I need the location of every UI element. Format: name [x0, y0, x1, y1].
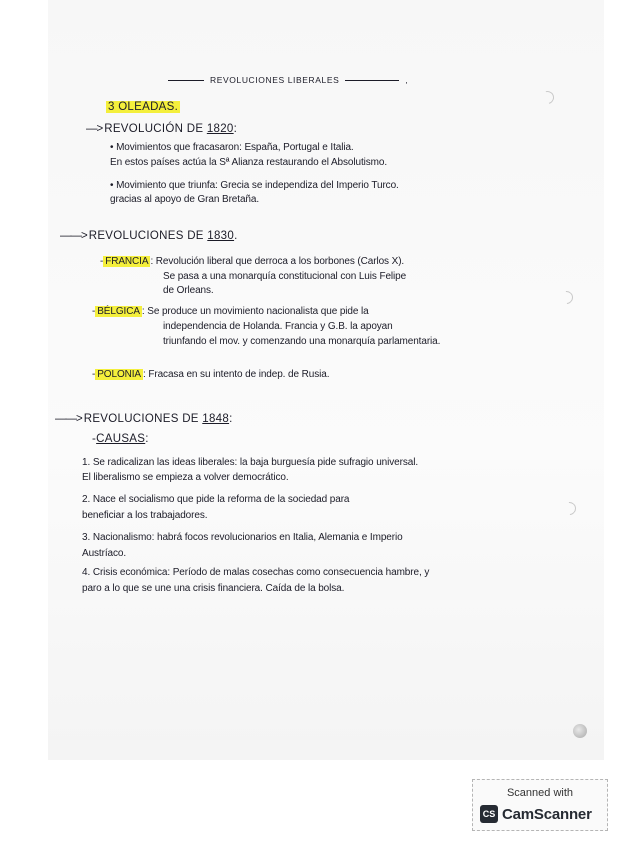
belgica-cont: independencia de Holanda. Francia y G.B. la apoyan — [163, 321, 393, 332]
causas-label: CAUSAS — [96, 433, 146, 445]
camscanner-logo-icon: CS — [480, 805, 498, 823]
causa-line: 3. Nacionalismo: habrá focos revolucionarios en Italia, Alemania e Imperio — [82, 532, 403, 543]
polonia-text: : Fracasa en su intento de indep. de Rusia. — [143, 369, 330, 380]
belgica-cont: triunfando el mov. y comenzando una monarquía parlamentaria. — [163, 336, 441, 347]
badge-scanned-with: Scanned with — [506, 787, 574, 799]
camscanner-name: CamScanner — [502, 805, 592, 823]
oleadas-highlight: 3 OLEADAS. — [108, 101, 179, 113]
causa-line: El liberalismo se empieza a volver democrático. — [82, 472, 289, 483]
title-rule-left — [168, 80, 204, 81]
title-text: REVOLUCIONES LIBERALES — [210, 75, 340, 85]
rev1830-heading-text: REVOLUCIONES DE — [88, 230, 208, 242]
arrow-1848: ——> — [55, 413, 82, 425]
page-title — [168, 75, 408, 85]
title-rule-right — [345, 80, 399, 81]
paper-dot — [573, 724, 587, 738]
rev1848-heading-text: REVOLUCIONES DE — [83, 413, 203, 425]
rev1820-line: gracias al apoyo de Gran Bretaña. — [110, 194, 260, 205]
belgica-text: : Se produce un movimiento nacionalista que pide la — [141, 306, 369, 317]
causas-heading: -CAUSAS: — [92, 433, 149, 445]
arrow-1820: —> — [86, 123, 103, 135]
polonia-label: POLONIA — [97, 369, 141, 380]
rev1820-line: • Movimientos que fracasaron: España, Portugal e Italia. — [110, 142, 354, 153]
rev1820-line: En estos países actúa la Sª Alianza restaurando el Absolutismo. — [110, 157, 388, 168]
belgica-label: BÉLGICA — [97, 306, 140, 317]
causas-colon: : — [145, 433, 149, 445]
belgica-line: - BÉLGICA : Se produce un movimiento nacionalista que pide la — [92, 306, 369, 317]
francia-cont: de Orleans. — [163, 285, 214, 296]
causa-line: 4. Crisis económica: Período de malas cosechas como consecuencia hambre, y — [82, 567, 430, 578]
camscanner-badge — [472, 779, 608, 831]
rev1820-line: • Movimiento que triunfa: Grecia se independiza del Imperio Turco. — [110, 180, 399, 191]
francia-label: FRANCIA — [105, 256, 149, 267]
rev1830-year: 1830 — [207, 230, 235, 242]
rev1848-year: 1848 — [202, 413, 230, 425]
causa-line: beneficiar a los trabajadores. — [82, 510, 208, 521]
francia-cont: Se pasa a una monarquía constitucional con Luis Felipe — [163, 271, 407, 282]
oleadas-heading — [106, 101, 180, 114]
polonia-line: - POLONIA : Fracasa en su intento de indep. de Rusia. — [92, 369, 330, 380]
causa-line: 2. Nace el socialismo que pide la reforma de la sociedad para — [82, 494, 350, 505]
causa-line: 1. Se radicalizan las ideas liberales: la baja burguesía pide sufragio universal. — [82, 457, 418, 468]
causa-line: Austríaco. — [82, 548, 127, 559]
causa-line: paro a lo que se une una crisis financiera. Caída de la bolsa. — [82, 583, 345, 594]
rev1848-colon: : — [229, 413, 233, 425]
badge-brand-row — [480, 805, 592, 823]
francia-text: : Revolución liberal que derroca a los borbones (Carlos X). — [150, 256, 405, 267]
arrow-1830: ——> — [60, 230, 87, 242]
rev1848-heading — [55, 413, 233, 426]
title-trailing: , — [405, 75, 409, 85]
francia-line: - FRANCIA : Revolución liberal que derroca a los borbones (Carlos X). — [100, 256, 405, 267]
rev1820-heading-text: REVOLUCIÓN DE — [104, 123, 207, 135]
rev1820-colon: : — [233, 123, 238, 135]
rev1830-colon: . — [234, 230, 238, 242]
rev1830-heading — [60, 230, 238, 243]
rev1820-heading — [86, 123, 237, 136]
rev1820-year: 1820 — [206, 123, 234, 135]
